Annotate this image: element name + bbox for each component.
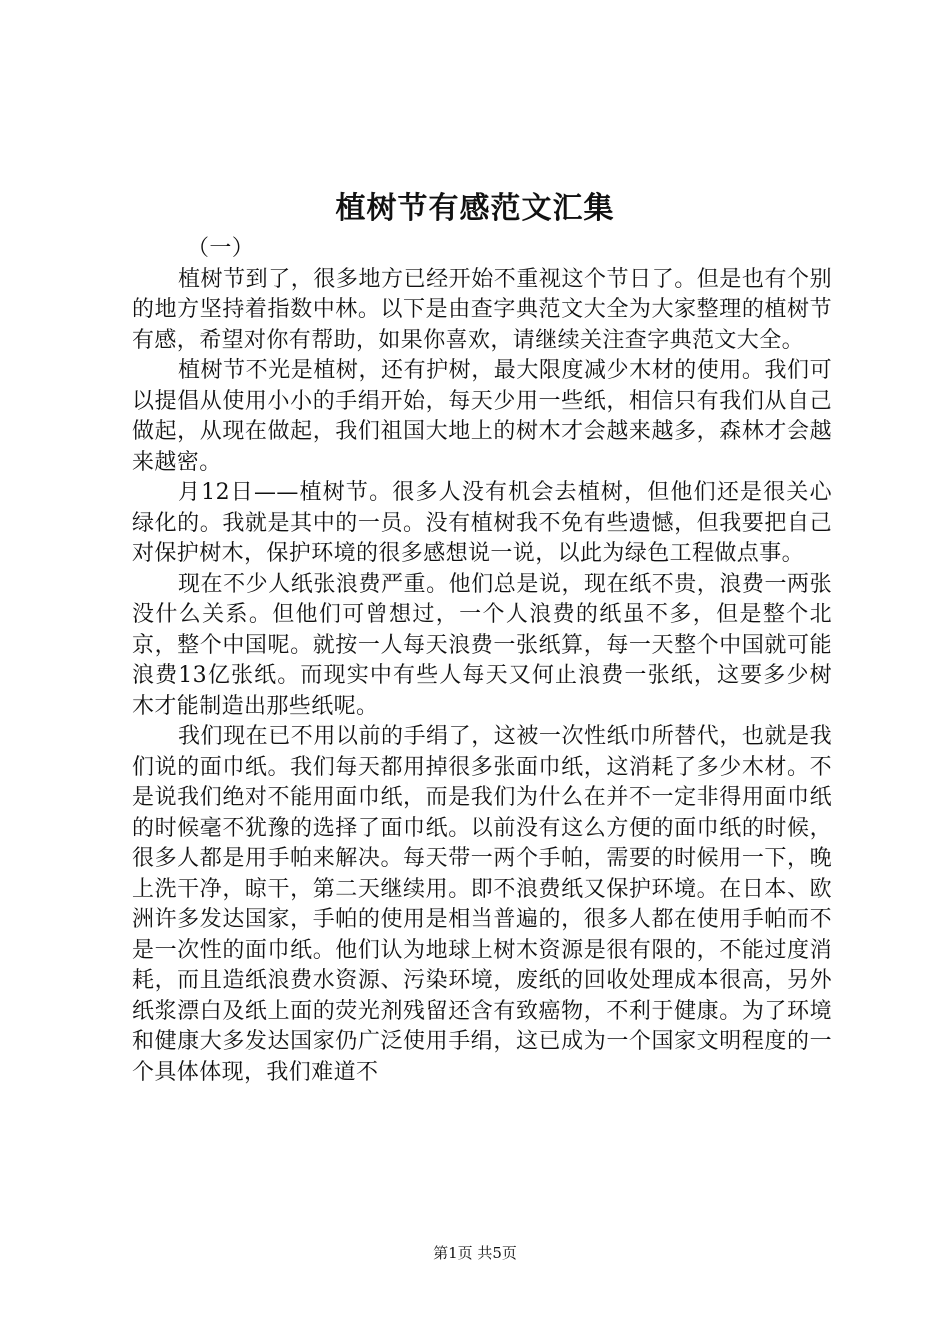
paragraph-4: 现在不少人纸张浪费严重。他们总是说，现在纸不贵，浪费一两张没什么关系。但他们可曾想过，一个人浪费的纸虽不多，但是整个北京，整个中国呢。就按一人每天浪费一张纸算，每一天整个中国就可能浪费13亿张纸。而现实中有些人每天又何止浪费一张纸，这要多少树木才能制造出那些纸呢。	[132, 571, 832, 719]
paragraph-1: 植树节到了，很多地方已经开始不重视这个节日了。但是也有个别的地方坚持着指数中林。以下是由查字典范文大全为大家整理的植树节有感，希望对你有帮助，如果你喜欢，请继续关注查字典范文大全。	[132, 266, 832, 353]
paragraph-5: 我们现在已不用以前的手绢了，这被一次性纸巾所替代，也就是我们说的面巾纸。我们每天都用掉很多张面巾纸，这消耗了多少木材。不是说我们绝对不能用面巾纸，而是我们为什么在并不一定非得用面巾纸的时候毫不犹豫的选择了面巾纸。以前没有这么方便的面巾纸的时候，很多人都是用手帕来解决。每天带一两个手帕，需要的时候用一下，晚上洗干净，晾干，第二天继续用。即不浪费纸又保护环境。在日本、欧洲许多发达国家，手帕的使用是相当普遍的，很多人都在使用手帕而不是一次性的面巾纸。他们认为地球上树木资源是很有限的，不能过度消耗，而且造纸浪费水资源、污染环境，废纸的回收处理成本很高，另外纸浆漂白及纸上面的荧光剂残留还含有致癌物，不利于健康。为了环境和健康大多发达国家仍广泛使用手绢，这已成为一个国家文明程度的一个具体体现，我们难道不	[132, 724, 832, 1085]
page-footer: 第1页 共5页	[433, 1244, 517, 1262]
paragraph-2: 植树节不光是植树，还有护树，最大限度减少木材的使用。我们可以提倡从使用小小的手绢开始，每天少用一些纸，相信只有我们从自己做起，从现在做起，我们祖国大地上的树木才会越来越多，森林才会越来越密。	[132, 358, 832, 475]
paragraph-3: 月12日——植树节。很多人没有机会去植树，但他们还是很关心绿化的。我就是其中的一员。没有植树我不免有些遗憾，但我要把自己对保护树木，保护环境的很多感想说一说，以此为绿色工程做点事。	[132, 480, 832, 566]
document-body	[132, 234, 832, 1088]
section-label: （一）	[187, 236, 255, 261]
page-title: 植树节有感范文汇集	[335, 191, 615, 226]
